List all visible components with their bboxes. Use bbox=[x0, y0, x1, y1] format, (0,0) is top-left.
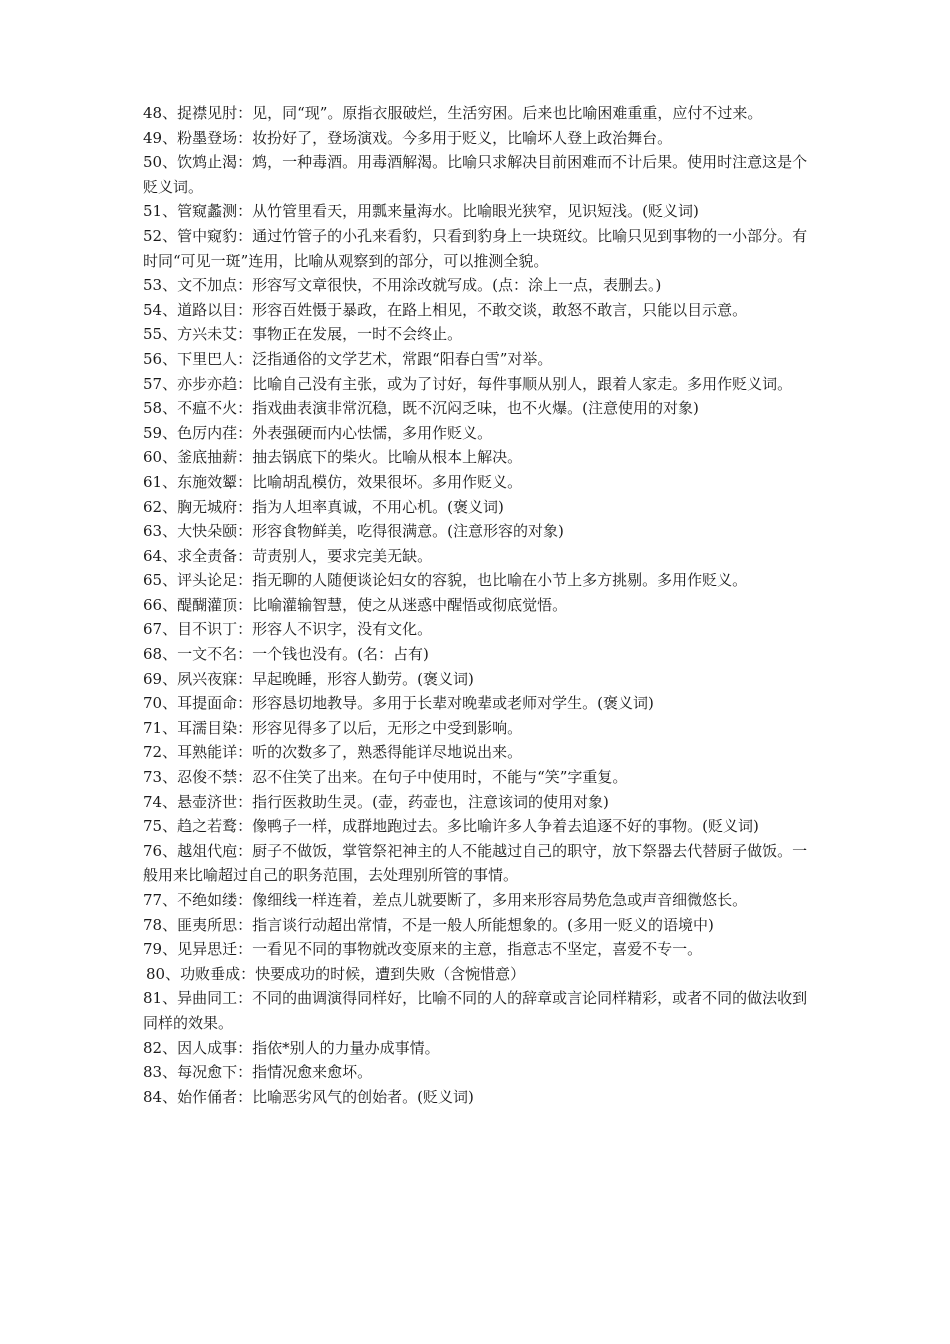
list-item: 82、因人成事：指依*别人的力量办成事情。 bbox=[143, 1038, 440, 1057]
list-item: 77、不绝如缕：像细线一样连着，差点儿就要断了，多用来形容局势危急或声音细微悠长。 bbox=[143, 891, 748, 909]
list-item: 53、文不加点：形容写文章很快，不用涂改就写成。(点：涂上一点，表删去。) bbox=[143, 276, 662, 295]
list-item: 52、管中窥豹：通过竹管子的小孔来看豹，只看到豹身上一块斑纹。比喻只见到事物的一小部分。有时同“可见一斑”连用，比喻从观察到的部分，可以推测全貌。 bbox=[143, 226, 808, 270]
list-item: 75、趋之若鹜：像鸭子一样，成群地跑过去。多比喻许多人争着去追逐不好的事物。(贬义词) bbox=[143, 817, 759, 836]
list-item: 80、功败垂成：快要成功的时候，遭到失败（含惋惜意） bbox=[146, 964, 526, 983]
list-item: 62、胸无城府：指为人坦率真诚，不用心机。(褒义词) bbox=[143, 497, 504, 516]
list-item: 59、色厉内荏：外表强硬而内心怯懦，多用作贬义。 bbox=[143, 423, 493, 442]
list-item: 81、异曲同工：不同的曲调演得同样好，比喻不同的人的辞章或言论同样精彩，或者不同的做法收到同样的效果。 bbox=[143, 989, 808, 1032]
list-item: 55、方兴未艾：事物正在发展，一时不会终止。 bbox=[143, 325, 463, 344]
list-item: 60、釜底抽薪：抽去锅底下的柴火。比喻从根本上解决。 bbox=[143, 448, 523, 467]
list-item: 72、耳熟能详：听的次数多了，熟悉得能详尽地说出来。 bbox=[143, 743, 523, 762]
list-item: 70、耳提面命：形容恳切地教导。多用于长辈对晚辈或老师对学生。(褒义词) bbox=[143, 694, 654, 713]
list-item: 69、夙兴夜寐：早起晚睡，形容人勤劳。(褒义词) bbox=[143, 669, 474, 688]
list-item: 58、不瘟不火：指戏曲表演非常沉稳，既不沉闷乏味，也不火爆。(注意使用的对象) bbox=[143, 399, 699, 418]
list-item: 74、悬壶济世：指行医救助生灵。(壶，药壶也，注意该词的使用对象) bbox=[143, 792, 609, 811]
list-item: 57、亦步亦趋：比喻自己没有主张，或为了讨好，每件事顺从别人，跟着人家走。多用作贬义词。 bbox=[143, 374, 793, 393]
list-item: 67、目不识丁：形容人不识字，没有文化。 bbox=[143, 620, 433, 639]
list-item: 50、饮鸩止渴：鸩，一种毒酒。用毒酒解渴。比喻只求解决目前困难而不计后果。使用时注意这是个贬义词。 bbox=[143, 153, 808, 196]
list-item: 54、道路以目：形容百姓慑于暴政，在路上相见，不敢交谈，敢怒不敢言，只能以目示意。 bbox=[143, 300, 748, 319]
list-item: 56、下里巴人：泛指通俗的文学艺术，常跟“阳春白雪”对举。 bbox=[143, 349, 553, 368]
list-item: 73、忍俊不禁：忍不住笑了出来。在句子中使用时，不能与“笑”字重复。 bbox=[143, 768, 628, 787]
list-item: 84、始作俑者：比喻恶劣风气的创始者。(贬义词) bbox=[143, 1087, 474, 1106]
list-item: 79、见异思迁：一看见不同的事物就改变原来的主意，指意志不坚定，喜爱不专一。 bbox=[143, 940, 703, 959]
idiom-list bbox=[143, 101, 818, 1109]
list-item: 51、管窥蠡测：从竹管里看天，用瓢来量海水。比喻眼光狭窄，见识短浅。(贬义词) bbox=[143, 202, 699, 221]
list-item: 66、醍醐灌顶：比喻灌输智慧，使之从迷惑中醒悟或彻底觉悟。 bbox=[143, 595, 568, 614]
list-item: 76、越俎代庖：厨子不做饭，掌管祭祀神主的人不能越过自己的职守，放下祭器去代替厨子做饭。一般用来比喻超过自己的职务范围，去处理别所管的事情。 bbox=[143, 841, 808, 885]
list-item: 61、东施效颦：比喻胡乱模仿，效果很坏。多用作贬义。 bbox=[143, 472, 523, 491]
list-item: 68、一文不名：一个钱也没有。(名：占有) bbox=[143, 645, 429, 664]
list-item: 71、耳濡目染：形容见得多了以后，无形之中受到影响。 bbox=[143, 718, 523, 737]
list-item: 48、捉襟见肘：见，同“现”。原指衣服破烂，生活穷困。后来也比喻困难重重，应付不过来。 bbox=[143, 104, 763, 122]
list-item: 64、求全责备：苛责别人，要求完美无缺。 bbox=[143, 546, 433, 565]
list-item: 78、匪夷所思：指言谈行动超出常情，不是一般人所能想象的。(多用一贬义的语境中) bbox=[143, 915, 714, 934]
list-item: 83、每况愈下：指情况愈来愈坏。 bbox=[143, 1063, 373, 1082]
list-item: 63、大快朵颐：形容食物鲜美，吃得很满意。(注意形容的对象) bbox=[143, 522, 564, 541]
list-item: 49、粉墨登场：妆扮好了，登场演戏。今多用于贬义，比喻坏人登上政治舞台。 bbox=[143, 128, 673, 147]
list-item: 65、评头论足：指无聊的人随便谈论妇女的容貌，也比喻在小节上多方挑剔。多用作贬义。 bbox=[143, 571, 748, 590]
